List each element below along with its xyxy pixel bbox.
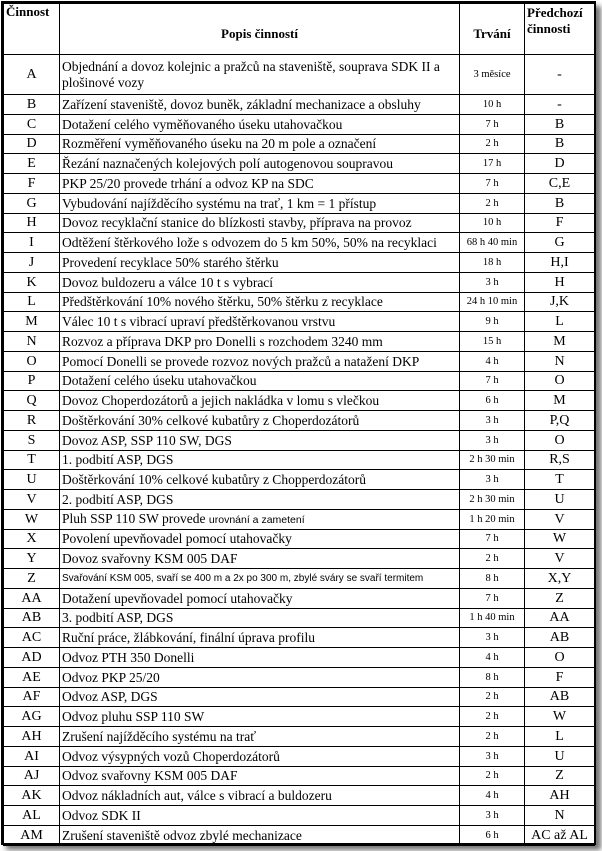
activity-duration: 7 h [460, 114, 525, 134]
activity-description-text: Odvoz PKP 25/20 [62, 669, 160, 685]
activity-predecessor: F [525, 667, 595, 687]
activity-code: G [4, 193, 60, 213]
activity-code: S [4, 430, 60, 450]
activity-predecessor: W [525, 707, 595, 727]
activity-predecessor: AA [525, 608, 595, 628]
activity-description [60, 332, 460, 352]
activity-description-text: Povolení upevňovadel pomocí utahovačky [62, 531, 292, 547]
table-row [4, 450, 595, 470]
activity-code: H [4, 213, 60, 233]
activity-description [60, 509, 460, 529]
activity-predecessor: N [525, 351, 595, 371]
table-row [4, 746, 595, 766]
table-row [4, 95, 595, 115]
header-duration: Trvání [460, 4, 525, 55]
activity-description-text: 3. podbití ASP, DGS [62, 610, 174, 626]
activity-description-text: 2. podbití ASP, DGS [62, 491, 174, 507]
activity-predecessor: F [525, 213, 595, 233]
header-activity: Činnost [4, 4, 60, 55]
activity-predecessor: Z [525, 766, 595, 786]
activity-predecessor: T [525, 470, 595, 490]
activity-code: I [4, 233, 60, 253]
activity-code: AM [4, 825, 60, 845]
activity-code: AD [4, 648, 60, 668]
activity-code: V [4, 490, 60, 510]
activity-description [60, 806, 460, 826]
activity-predecessor: G [525, 233, 595, 253]
activity-predecessor: - [525, 95, 595, 115]
activity-code: P [4, 371, 60, 391]
activity-duration: 4 h [460, 648, 525, 668]
activity-description [60, 667, 460, 687]
activity-description [60, 55, 460, 95]
activity-code: AI [4, 746, 60, 766]
activity-description-text: Dovoz svařovny KSM 005 DAF [62, 551, 238, 567]
activity-duration: 1 h 20 min [460, 509, 525, 529]
activity-description [60, 391, 460, 411]
activity-code: O [4, 351, 60, 371]
activity-description [60, 253, 460, 273]
activity-description-text: Zrušení staveniště odvoz zbylé mechanizace [62, 827, 302, 843]
activity-predecessor: H [525, 272, 595, 292]
activity-description [60, 312, 460, 332]
activity-duration: 6 h [460, 825, 525, 845]
table-row [4, 391, 595, 411]
activity-description [60, 233, 460, 253]
activity-code: F [4, 174, 60, 194]
table-row [4, 272, 595, 292]
activity-table-frame [1, 1, 596, 845]
activity-description [60, 608, 460, 628]
activity-description [60, 529, 460, 549]
activity-code: J [4, 253, 60, 273]
activity-description [60, 95, 460, 115]
activity-duration: 4 h [460, 351, 525, 371]
activity-description-text: PKP 25/20 provede trhání a odvoz KP na SDC [62, 175, 314, 191]
activity-duration: 9 h [460, 312, 525, 332]
activity-description-text: Odvoz svařovny KSM 005 DAF [62, 768, 238, 784]
activity-predecessor: V [525, 549, 595, 569]
table-row [4, 766, 595, 786]
activity-duration: 6 h [460, 391, 525, 411]
table-row [4, 174, 595, 194]
activity-code: B [4, 95, 60, 115]
activity-description [60, 450, 460, 470]
activity-code: U [4, 470, 60, 490]
activity-duration: 7 h [460, 371, 525, 391]
activity-description-text: Rozvoz a příprava DKP pro Donelli s rozchodem 3240 mm [62, 333, 383, 349]
activity-predecessor: U [525, 490, 595, 510]
activity-code: AB [4, 608, 60, 628]
activity-table [3, 3, 595, 846]
activity-predecessor: O [525, 648, 595, 668]
activity-duration: 3 měsíce [460, 55, 525, 95]
activity-predecessor: L [525, 312, 595, 332]
activity-description-text: Doštěrkování 30% celkové kubatůry z Choperdozátorů [62, 412, 360, 428]
activity-description-text: Předštěrkování 10% nového štěrku, 50% štěrku z recyklace [62, 294, 383, 310]
activity-duration: 3 h [460, 411, 525, 431]
table-row [4, 648, 595, 668]
activity-duration: 24 h 10 min [460, 292, 525, 312]
activity-description [60, 351, 460, 371]
activity-duration: 2 h [460, 193, 525, 213]
table-row [4, 114, 595, 134]
activity-description [60, 766, 460, 786]
activity-code: AE [4, 667, 60, 687]
activity-description-text: Ruční práce, žlábkování, finální úprava profilu [62, 630, 316, 646]
activity-duration: 7 h [460, 174, 525, 194]
activity-description-text: Dovoz recyklační stanice do blízkosti stavby, příprava na provoz [62, 215, 412, 231]
activity-predecessor: V [525, 509, 595, 529]
activity-code: Q [4, 391, 60, 411]
activity-duration: 2 h [460, 549, 525, 569]
table-row [4, 529, 595, 549]
activity-duration: 68 h 40 min [460, 233, 525, 253]
activity-predecessor: D [525, 154, 595, 174]
activity-duration: 2 h [460, 766, 525, 786]
activity-description-text: Válec 10 t s vibrací upraví předštěrkovanou vrstvu [62, 314, 336, 330]
activity-description-text: Odvoz SDK II [62, 807, 141, 823]
activity-code: Z [4, 569, 60, 589]
activity-description-text: Řezání naznačených kolejových polí autogenovou soupravou [62, 156, 394, 172]
table-row [4, 490, 595, 510]
activity-description-text: Vybudování najížděcího systému na trať, 1 km = 1 přístup [62, 195, 377, 211]
table-row [4, 411, 595, 431]
activity-code: AG [4, 707, 60, 727]
activity-code: C [4, 114, 60, 134]
activity-code: AL [4, 806, 60, 826]
activity-predecessor: P,Q [525, 411, 595, 431]
header-row [4, 4, 595, 55]
activity-duration: 17 h [460, 154, 525, 174]
activity-code: AA [4, 588, 60, 608]
activity-code: N [4, 332, 60, 352]
activity-description-text: Dotažení celého úseku utahovačkou [62, 373, 257, 389]
activity-code: K [4, 272, 60, 292]
activity-description [60, 648, 460, 668]
activity-description [60, 430, 460, 450]
activity-code: D [4, 134, 60, 154]
activity-description [60, 174, 460, 194]
header-predecessor: Předchozí činnosti [525, 4, 595, 55]
activity-description [60, 114, 460, 134]
activity-description [60, 371, 460, 391]
table-row [4, 154, 595, 174]
activity-description-text: Odvoz PTH 350 Donelli [62, 649, 195, 665]
activity-description-text: Doštěrkování 10% celkové kubatůry z Chopperdozátorů [62, 472, 367, 488]
activity-duration: 3 h [460, 470, 525, 490]
table-row [4, 628, 595, 648]
activity-description [60, 687, 460, 707]
table-row [4, 509, 595, 529]
activity-predecessor: X,Y [525, 569, 595, 589]
activity-description [60, 825, 460, 845]
activity-description [60, 786, 460, 806]
table-row [4, 351, 595, 371]
activity-description-text: Svařování KSM 005, svaří se 400 m a 2x po 300 m, zbylé sváry se svaří termitem [62, 572, 424, 584]
table-row [4, 253, 595, 273]
activity-code: AC [4, 628, 60, 648]
activity-description-text: Provedení recyklace 50% starého štěrku [62, 254, 279, 270]
activity-description [60, 727, 460, 747]
activity-description-text: Dovoz Choperdozátorů a jejich nakládka v lomu s vlečkou [62, 393, 380, 409]
activity-description [60, 628, 460, 648]
activity-description [60, 193, 460, 213]
table-row [4, 470, 595, 490]
activity-predecessor: U [525, 746, 595, 766]
activity-duration: 2 h [460, 727, 525, 747]
activity-duration: 8 h [460, 667, 525, 687]
activity-predecessor: O [525, 430, 595, 450]
table-row [4, 233, 595, 253]
activity-description-text: Zařízení staveniště, dovoz buněk, základní mechanizace a obsluhy [62, 96, 421, 112]
activity-duration: 7 h [460, 529, 525, 549]
table-row [4, 806, 595, 826]
table-row [4, 786, 595, 806]
activity-description [60, 411, 460, 431]
activity-description [60, 746, 460, 766]
activity-duration: 3 h [460, 806, 525, 826]
table-row [4, 667, 595, 687]
table-row [4, 55, 595, 95]
activity-code: L [4, 292, 60, 312]
activity-description-text: Pomocí Donelli se provede rozvoz nových pražců a natažení DKP [62, 353, 420, 369]
activity-duration: 3 h [460, 628, 525, 648]
activity-code: AJ [4, 766, 60, 786]
activity-duration: 15 h [460, 332, 525, 352]
activity-description-text: Pluh SSP 110 SW provede [62, 510, 206, 526]
activity-code: E [4, 154, 60, 174]
activity-code: AH [4, 727, 60, 747]
table-row [4, 569, 595, 589]
activity-predecessor: B [525, 193, 595, 213]
activity-duration: 2 h [460, 687, 525, 707]
table-row [4, 193, 595, 213]
activity-description-text: Dotažení celého vyměňovaného úseku utahovačkou [62, 116, 343, 132]
table-row [4, 292, 595, 312]
activity-code: M [4, 312, 60, 332]
activity-description-text: Odvoz pluhu SSP 110 SW [62, 709, 205, 725]
activity-description-extra: urovnání a zametení [208, 513, 305, 526]
table-row [4, 687, 595, 707]
table-row [4, 430, 595, 450]
activity-description-text: Zrušení najížděcího systému na trať [62, 728, 256, 744]
activity-description [60, 154, 460, 174]
activity-description [60, 549, 460, 569]
table-row [4, 825, 595, 845]
table-row [4, 727, 595, 747]
header-description: Popis činností [60, 4, 460, 55]
activity-description [60, 213, 460, 233]
activity-code: X [4, 529, 60, 549]
activity-predecessor: B [525, 134, 595, 154]
activity-duration: 2 h [460, 707, 525, 727]
activity-description-text: Odvoz ASP, DGS [62, 689, 158, 705]
activity-duration: 18 h [460, 253, 525, 273]
activity-description [60, 588, 460, 608]
activity-code: W [4, 509, 60, 529]
table-row [4, 332, 595, 352]
table-row [4, 134, 595, 154]
table-row [4, 608, 595, 628]
table-row [4, 371, 595, 391]
activity-duration: 7 h [460, 588, 525, 608]
activity-predecessor: M [525, 332, 595, 352]
activity-duration: 2 h 30 min [460, 490, 525, 510]
activity-code: T [4, 450, 60, 470]
activity-duration: 1 h 40 min [460, 608, 525, 628]
activity-predecessor: R,S [525, 450, 595, 470]
activity-description [60, 707, 460, 727]
activity-duration: 3 h [460, 272, 525, 292]
activity-predecessor: AC až AL [525, 825, 595, 845]
activity-description-text: Rozměření vyměňovaného úseku na 20 m pole a označení [62, 136, 377, 152]
activity-predecessor: AB [525, 687, 595, 707]
activity-duration: 2 h [460, 134, 525, 154]
activity-predecessor: O [525, 371, 595, 391]
activity-predecessor: W [525, 529, 595, 549]
table-row [4, 707, 595, 727]
activity-code: AK [4, 786, 60, 806]
activity-predecessor: M [525, 391, 595, 411]
table-row [4, 213, 595, 233]
activity-code: Y [4, 549, 60, 569]
activity-predecessor: AB [525, 628, 595, 648]
activity-duration: 10 h [460, 213, 525, 233]
activity-description-text: 1. podbití ASP, DGS [62, 452, 174, 468]
activity-duration: 8 h [460, 569, 525, 589]
activity-description-text: Dotažení upevňovadel pomocí utahovačky [62, 590, 293, 606]
table-row [4, 549, 595, 569]
activity-description-text: Odvoz výsypných vozů Choperdozátorů [62, 748, 280, 764]
activity-duration: 4 h [460, 786, 525, 806]
activity-predecessor: C,E [525, 174, 595, 194]
activity-description [60, 569, 460, 589]
activity-description-text: Dovoz buldozeru a válce 10 t s vybrací [62, 274, 274, 290]
activity-code: R [4, 411, 60, 431]
activity-description [60, 470, 460, 490]
activity-description [60, 134, 460, 154]
activity-code: A [4, 55, 60, 95]
activity-predecessor: B [525, 114, 595, 134]
activity-description-text: Dovoz ASP, SSP 110 SW, DGS [62, 432, 232, 448]
activity-description-text: Objednání a dovoz kolejnic a pražců na staveniště, souprava SDK II a plošinové vozy [62, 59, 440, 90]
activity-duration: 10 h [460, 95, 525, 115]
activity-predecessor: - [525, 55, 595, 95]
table-body [4, 55, 595, 846]
activity-description [60, 272, 460, 292]
activity-predecessor: AH [525, 786, 595, 806]
activity-description [60, 490, 460, 510]
activity-duration: 3 h [460, 746, 525, 766]
activity-description-text: Odvoz nákladních aut, válce s vibrací a buldozeru [62, 788, 332, 804]
activity-predecessor: N [525, 806, 595, 826]
table-row [4, 588, 595, 608]
activity-duration: 3 h [460, 430, 525, 450]
table-row [4, 312, 595, 332]
activity-duration: 2 h 30 min [460, 450, 525, 470]
activity-predecessor: J,K [525, 292, 595, 312]
activity-predecessor: H,I [525, 253, 595, 273]
activity-description [60, 292, 460, 312]
activity-predecessor: Z [525, 588, 595, 608]
activity-predecessor: L [525, 727, 595, 747]
activity-code: AF [4, 687, 60, 707]
activity-description-text: Odtěžení štěrkového lože s odvozem do 5 km 50%, 50% na recyklaci [62, 235, 437, 251]
